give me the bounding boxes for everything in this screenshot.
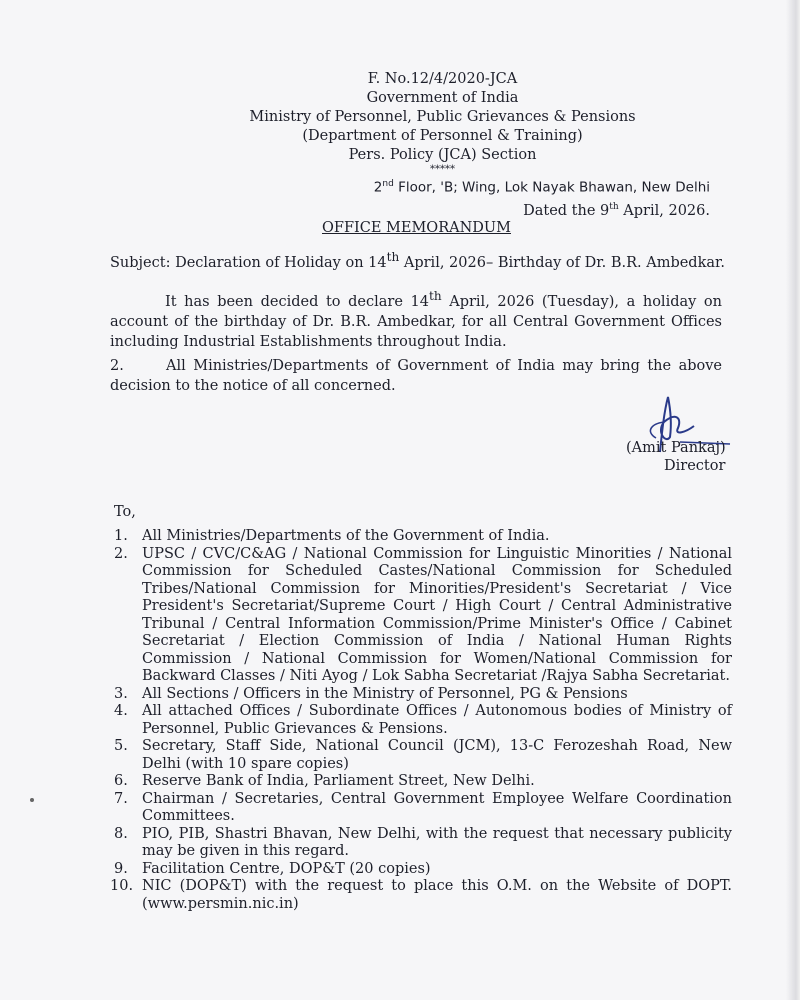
paragraph-1: It has been decided to declare 14th April, 2026 (Tuesday), a holiday on account of the birthday of Dr. B.R. Ambedkar, for all Central Government Offices including Industrial Establishments throughout India. [110,289,722,350]
list-item: 9. Facilitation Centre, DOP&T (20 copies) [114,860,431,877]
list-item: 5. Secretary, Staff Side, National Council (JCM), 13-C Ferozeshah Road, New Delhi (with 10 spare copies) [114,738,732,772]
section-line: Pers. Policy (JCA) Section [348,147,537,163]
list-item: 2. UPSC / CVC/C&AG / National Commission for Linguistic Minorities / National Commission for Scheduled Castes/National Commission for Scheduled Tribes/National Commission for Minorities/President's Secretariat / Vice President's Secretariat/Supreme Court / High Court / Central Administrative Tribunal / Central Information Commission/Prime Minister's Office / Cabinet Secretariat / Election Commission of India / National Human Rights Commission / National Commission for Women/National Commission for Backward Classes / Niti Ayog / Lok Sabha Secretariat /Rajya Sabha Secretariat. [114,545,732,684]
address-line: 2nd Floor, 'B; Wing, Lok Nayak Bhawan, New Delhi [373,179,710,196]
signatory-name: (Amit Pankaj) [626,440,726,456]
list-item: 6. Reserve Bank of India, Parliament Street, New Delhi. [114,773,535,789]
file-number: F. No.12/4/2020-JCA [367,71,518,87]
list-item: 4. All attached Offices / Subordinate Offices / Autonomous bodies of Ministry of Personnel, Public Grievances & Pensions. [114,703,732,737]
list-item: 8. PIO, PIB, Shastri Bhavan, New Delhi, with the request that necessary publicity may be given in this regard. [114,825,732,859]
list-item: 1. All Ministries/Departments of the Government of India. [114,528,550,544]
government-line: Government of India [366,90,519,106]
list-item: 7. Chairman / Secretaries, Central Government Employee Welfare Coordination Committees. [114,790,732,824]
to-label: To, [114,504,136,520]
page-edge-shadow [786,0,800,1000]
list-item: 10. NIC (DOP&T) with the request to place this O.M. on the Website of DOPT.(www.persmin.nic.in) [110,878,732,912]
signatory-designation: Director [664,458,726,474]
paragraph-2: 2. All Ministries/Departments of Government of India may bring the above decision to the notice of all concerned. [110,358,722,394]
ministry-line: Ministry of Personnel, Public Grievances & Pensions [249,109,636,125]
scan-speck [30,798,34,802]
letterhead [150,70,710,220]
department-line: (Department of Personnel & Training) [302,128,583,144]
memo-subject: Subject: Declaration of Holiday on 14th April, 2026– Birthday of Dr. B.R. Ambedkar. [110,250,725,271]
distribution-list [110,528,732,913]
memo-title: OFFICE MEMORANDUM [322,220,511,236]
date-line: Dated the 9th April, 2026. [523,201,710,219]
list-item: 3. All Sections / Officers in the Ministry of Personnel, PG & Pensions [114,685,628,702]
stars-divider: ***** [430,164,455,175]
